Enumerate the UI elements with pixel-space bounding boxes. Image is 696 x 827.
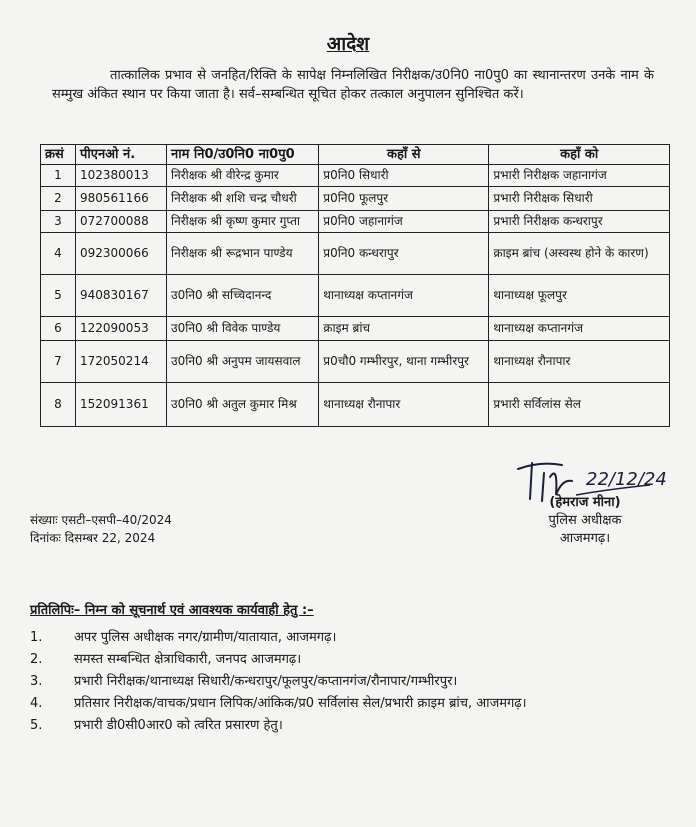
copy-heading: प्रतिलिपिः– निम्न को सूचनार्थ एवं आवश्यक कार्यवाही हेतु :– — [30, 603, 314, 618]
list-item — [30, 694, 660, 713]
document-title: आदेश — [326, 33, 370, 55]
table-header-row — [41, 145, 670, 165]
reference-block — [30, 511, 172, 547]
cell-from: प्र0नि0 कन्धरापुर — [319, 233, 489, 275]
list-item-text: प्रभारी निरीक्षक/थानाध्यक्ष सिधारी/कन्धरापुर/फूलपुर/कप्तानगंज/रौनापार/गम्भीरपुर। — [74, 674, 458, 689]
cell-serial: 1 — [41, 165, 76, 187]
table-row — [41, 383, 670, 427]
list-item-number: 3. — [30, 674, 43, 689]
cell-serial: 4 — [41, 233, 76, 275]
header-to: कहाँ को — [489, 145, 670, 165]
signatory-designation: पुलिस अधीक्षक — [548, 513, 622, 528]
cell-pno: 122090053 — [76, 317, 167, 341]
signature-date: 22/12/24 — [586, 469, 667, 490]
transfer-table — [40, 144, 670, 427]
cell-name: निरीक्षक श्री शशि चन्द्र चौधरी — [167, 187, 319, 211]
header-from: कहाँ से — [319, 145, 489, 165]
cell-from: प्र0नि0 फूलपुर — [319, 187, 489, 211]
cell-from: थानाध्यक्ष कप्तानगंज — [319, 275, 489, 317]
list-item-number: 1. — [30, 630, 43, 645]
intro-text: तात्कालिक प्रभाव से जनहित/रिक्ति के सापेक्ष निम्नलिखित निरीक्षक/उ0नि0 ना0पु0 का स्थानान्तरण उनके नाम के सम्मुख अंकित स्थान पर किया जाता है। सर्व–सम्बन्धित सूचित होकर तत्काल अनुपालन सुनिश्चित करें। — [52, 68, 654, 102]
cell-pno: 072700088 — [76, 211, 167, 233]
cell-to: थानाध्यक्ष फूलपुर — [489, 275, 670, 317]
cell-serial: 5 — [41, 275, 76, 317]
cell-to: थानाध्यक्ष कप्तानगंज — [489, 317, 670, 341]
list-item — [30, 716, 660, 735]
cell-pno: 172050214 — [76, 341, 167, 383]
signatory-place: आजमगढ़। — [559, 531, 611, 546]
table-row — [41, 187, 670, 211]
list-item-text: प्रभारी डी0सी0आर0 को त्वरित प्रसारण हेतु। — [74, 718, 283, 733]
list-item-text: अपर पुलिस अधीक्षक नगर/ग्रामीण/यातायात, आजमगढ़। — [74, 630, 337, 645]
list-item — [30, 672, 660, 691]
cell-to: प्रभारी निरीक्षक जहानागंज — [489, 165, 670, 187]
cell-pno: 152091361 — [76, 383, 167, 427]
cell-serial: 2 — [41, 187, 76, 211]
cell-from: प्र0नि0 जहानागंज — [319, 211, 489, 233]
cell-name: उ0नि0 श्री सच्चिदानन्द — [167, 275, 319, 317]
list-item-number: 4. — [30, 696, 43, 711]
cell-name: निरीक्षक श्री रूद्रभान पाण्डेय — [167, 233, 319, 275]
list-item-number: 5. — [30, 718, 43, 733]
table-row — [41, 341, 670, 383]
table-row — [41, 211, 670, 233]
cell-serial: 7 — [41, 341, 76, 383]
list-item-text: प्रतिसार निरीक्षक/वाचक/प्रधान लिपिक/आंकिक/प्र0 सर्विलांस सेल/प्रभारी क्राइम ब्रांच, आजमगढ़। — [74, 696, 527, 711]
header-name: नाम नि0/उ0नि0 ना0पु0 — [167, 145, 319, 165]
cell-to: प्रभारी निरीक्षक कन्धरापुर — [489, 211, 670, 233]
table-row — [41, 275, 670, 317]
cell-serial: 6 — [41, 317, 76, 341]
cell-pno: 980561166 — [76, 187, 167, 211]
list-item — [30, 650, 660, 669]
header-serial: क्रसं — [41, 145, 76, 165]
cell-to: थानाध्यक्ष रौनापार — [489, 341, 670, 383]
cell-from: प्र0चौ0 गम्भीरपुर, थाना गम्भीरपुर — [319, 341, 489, 383]
cell-name: उ0नि0 श्री अनुपम जायसवाल — [167, 341, 319, 383]
intro-paragraph — [52, 66, 654, 104]
cell-to: प्रभारी निरीक्षक सिधारी — [489, 187, 670, 211]
signatory-block — [490, 494, 680, 548]
list-item-number: 2. — [30, 652, 43, 667]
cell-serial: 8 — [41, 383, 76, 427]
list-item — [30, 628, 660, 647]
cell-name: उ0नि0 श्री अतुल कुमार मिश्र — [167, 383, 319, 427]
signatory-name: (हेमराज मीना) — [549, 495, 621, 510]
cell-from: थानाध्यक्ष रौनापार — [319, 383, 489, 427]
header-pno: पीएनओ नं. — [76, 145, 167, 165]
cell-pno: 092300066 — [76, 233, 167, 275]
cell-from: प्र0नि0 सिधारी — [319, 165, 489, 187]
table-row — [41, 233, 670, 275]
cell-name: निरीक्षक श्री वीरेन्द्र कुमार — [167, 165, 319, 187]
table-row — [41, 165, 670, 187]
reference-date: दिनांकः दिसम्बर 22, 2024 — [30, 531, 156, 545]
cell-from: क्राइम ब्रांच — [319, 317, 489, 341]
cell-serial: 3 — [41, 211, 76, 233]
table-row — [41, 317, 670, 341]
cell-to: क्राइम ब्रांच (अस्वस्थ होने के कारण) — [489, 233, 670, 275]
cell-pno: 102380013 — [76, 165, 167, 187]
reference-number: संख्याः एसटी–एसपी–40/2024 — [30, 513, 172, 527]
copy-list — [30, 628, 660, 738]
cell-to: प्रभारी सर्विलांस सेल — [489, 383, 670, 427]
cell-pno: 940830167 — [76, 275, 167, 317]
cell-name: उ0नि0 श्री विवेक पाण्डेय — [167, 317, 319, 341]
list-item-text: समस्त सम्बन्धित क्षेत्राधिकारी, जनपद आजमगढ़। — [74, 652, 302, 667]
cell-name: निरीक्षक श्री कृष्ण कुमार गुप्ता — [167, 211, 319, 233]
